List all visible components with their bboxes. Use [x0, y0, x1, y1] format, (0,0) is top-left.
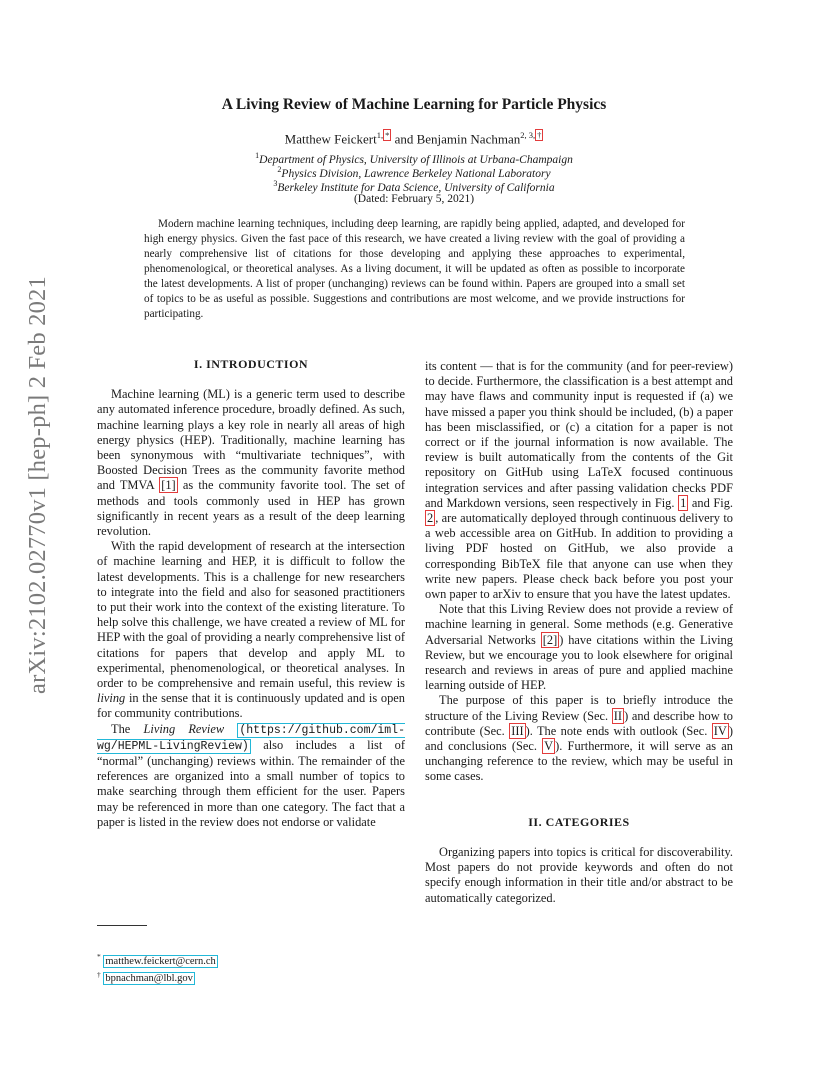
footnote-divider: [97, 925, 147, 926]
paragraph-text: The purpose of this paper is to briefly introduce the structure of the Living Review (Sec.: [425, 693, 733, 723]
paragraph-text: in the sense that it is continuously updated and is open for community contributions.: [97, 691, 405, 721]
section-heading-categories: II. CATEGORIES: [528, 814, 630, 829]
affiliation-number: 2: [277, 165, 282, 174]
footnote: [97, 968, 218, 986]
paragraph-text: With the rapid development of research at the intersection of machine learning and HEP, it is difficult to follow the latest developments. This is a challenge for new researchers to integrate into the field and also for seasoned practitioners to put their work into the context of the existing literature. To help solve this challenge, we have created a review of ML for HEP with the goal of providing a nearly comprehensive list of citations for papers that develop and apply ML to experimental, phenomenological, or theoretical analyses. In order to be comprehensive and remain useful, this review is: [97, 539, 405, 691]
paragraph: [425, 359, 733, 602]
paragraph-text: ) and describe how to contribute (Sec.: [425, 708, 733, 738]
left-column: [97, 357, 405, 830]
section-link[interactable]: III: [511, 723, 524, 738]
affiliation-text: Department of Physics, University of Illinois at Urbana-Champaign: [259, 153, 573, 166]
abstract: Modern machine learning techniques, including deep learning, are rapidly being applied, adapted, and developed for high energy physics. Given the fast pace of this research, we have created a living review with the goal of providing a nearly comprehensive list of citations for those developing and applying these approaches to experimental, phenomenological, or theoretical analyses. As a living document, it will be updated as often as possible to incorporate the latest developments. A list of proper (unchanging) reviews can be found within. Papers are grouped into a small set of topics to be as useful as possible. Suggestions and contributions are most welcome, and we provide instructions for participating.: [144, 218, 685, 320]
author-name: Matthew Feickert: [284, 131, 377, 147]
footnote: [97, 950, 218, 968]
author-affil-sup: 1,: [376, 130, 384, 140]
affiliation: [0, 165, 828, 180]
paragraph-text: and Fig.: [688, 495, 733, 510]
citation-link[interactable]: [2]: [542, 632, 558, 647]
author-affil-sup: 2, 3,: [520, 130, 536, 140]
paragraph: [425, 693, 733, 784]
section-link[interactable]: II: [613, 708, 623, 723]
paragraph-text: Machine learning (ML) is a generic term used to describe any automated inference procedure, broadly defined. As such, machine learning plays a key role in nearly all areas of high energy physics (HEP). Traditionally, machine learning has been synonymous with “multivariate techniques”, with Boosted Decision Trees as the community favorite method and TMVA: [97, 387, 405, 493]
section-link[interactable]: V: [544, 739, 554, 754]
figure-link[interactable]: 1: [680, 495, 687, 510]
paragraph: [97, 722, 405, 830]
paragraph-text: ). Furthermore, it will serve as an unchanging reference to the review, which may be useful in some cases.: [425, 739, 733, 784]
affiliation: [0, 151, 828, 166]
affiliation-text: Berkeley Institute for Data Science, University of California: [277, 181, 555, 194]
paper-title: A Living Review of Machine Learning for Particle Physics: [221, 96, 607, 113]
paragraph-text: also includes a list of “normal” (unchanging) reviews within. The remainder of the references are organized into a small number of topics to make searching through them efficient for the user. Papers may be referenced in more than one category. The fact that a paper is listed in the review does not endorse or validate: [97, 737, 405, 829]
arxiv-identifier-stamp: [18, 276, 58, 694]
paragraph-text: Note that this Living Review does not provide a review of machine learning in general. Some methods (e.g. Generative Adversarial Networks: [425, 602, 733, 647]
footnote-link[interactable]: *: [385, 130, 390, 140]
citation-link[interactable]: [1]: [161, 478, 176, 493]
footnotes: [97, 950, 218, 985]
right-column: [425, 359, 733, 906]
footnote-mark: †: [97, 969, 101, 979]
email-link[interactable]: matthew.feickert@cern.ch: [105, 955, 216, 967]
paragraph-text: The: [111, 721, 144, 736]
paragraph: [97, 539, 405, 721]
paragraph-text: , are automatically deployed through continuous delivery to a web accessible area on GitHub. In addition to providing a living PDF hosted on GitHub, we also provide a corresponding BibTeX file that anyone can use when they write new papers. Please check back before you post your own paper to arXiv to ensure that you have the latest updates.: [425, 511, 733, 602]
footnote-link[interactable]: †: [537, 130, 542, 140]
figure-link[interactable]: 2: [427, 511, 434, 526]
paragraph-text: ). The note ends with outlook (Sec.: [525, 723, 712, 738]
email-link[interactable]: bpnachman@lbl.gov: [105, 973, 193, 984]
emphasis-text: living: [97, 691, 126, 706]
date-line: (Dated: February 5, 2021): [353, 193, 475, 205]
github-url-link[interactable]: (https://github.com/iml-wg/HEPML-LivingReview): [97, 723, 405, 753]
paragraph: [425, 602, 733, 693]
paragraph-text: as the community favorite tool. The set of methods and tools commonly used in HEP has grown significantly in recent years as a result of the deep learning revolution.: [97, 478, 405, 539]
author-name: Benjamin Nachman: [416, 131, 521, 147]
affiliation-number: 1: [255, 151, 260, 160]
affiliation-number: 3: [273, 179, 278, 188]
author-line: [0, 130, 828, 147]
section-link[interactable]: IV: [713, 723, 727, 738]
section-heading-introduction: I. INTRODUCTION: [193, 357, 309, 371]
paragraph-text: its content — that is for the community (and for peer-review) to decide. Furthermore, the classification is a best attempt and may have flaws and community input is requested if (a) we have missed a paper you think should be included, (b) a paper has been misclassified, or (c) a citation for a paper is not correct or if the journal information is now available. The review is built automatically from the contents of the Git repository on GitHub using LaTeX focused continuous integration services and after passing validation checks PDF and Markdown versions, seen respectively in Fig.: [425, 359, 733, 510]
arxiv-id-text: arXiv:2102.02770v1 [hep-ph] 2 Feb 2021: [24, 276, 51, 694]
affiliation-text: Physics Division, Lawrence Berkeley National Laboratory: [281, 167, 551, 180]
paragraph-text: ) have citations within the Living Review, but we encourage you to look elsewhere for original research and reviews in areas of pure and applied machine learning outside of HEP.: [425, 632, 733, 693]
paragraph: Organizing papers into topics is critical for discoverability. Most papers do not provide keywords and often do not specify enough information in their title and/or abstract to be automatically categorized.: [425, 844, 733, 905]
affiliation: [0, 179, 828, 194]
author-conjunction: and: [391, 131, 417, 147]
paragraph-text: ) and conclusions (Sec.: [425, 723, 734, 754]
footnote-mark: *: [97, 952, 101, 961]
paragraph: [97, 387, 405, 539]
emphasis-text: Living Review: [143, 721, 225, 736]
